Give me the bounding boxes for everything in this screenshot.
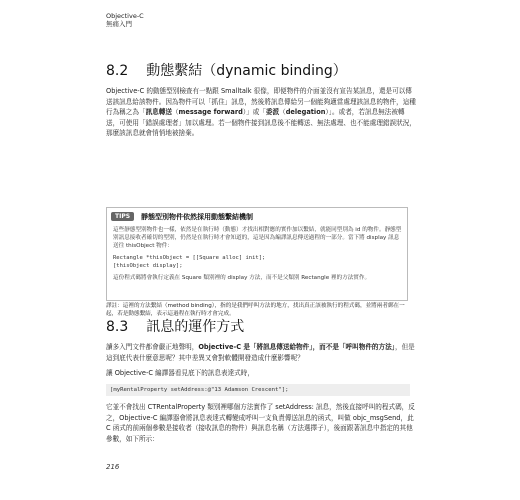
bold-term: message forward	[178, 108, 243, 116]
tips-code-line: [thisObject display];	[113, 263, 183, 269]
paragraph-objc-msgsend: 它並不會找出 CTRentalProperty 類別裡哪個方法實作了 setAddress: 訊息，然後直接呼叫的程式碼，反之，Objective-C 編譯器會將訊息表達式轉變成呼叫一支負責傳送訊息的函式，叫做 objc_msgSend，此 C 函式的前兩個參數是接收者（接收訊息的物件）與訊息名稱（方法選擇子），後面跟著訊息中指定的其他參數，如下所示：	[106, 403, 415, 443]
bold-term: 委派	[265, 108, 280, 116]
paragraph-text: Objective-C 的動態型別檢查有一點跟 Smalltalk 很像，即便物件的介面並沒有宣告某訊息，還是可以傳送該訊息給該物件。因為物件可以「抓住」訊息，然後將訊息傳給另一個能夠適當處理該訊息的物件，這種行為稱之為「	[106, 87, 416, 116]
running-head	[106, 12, 144, 28]
tips-text: 這些靜態型別物件也一樣，依然是在執行時（動態）才找出相對應的實作加以繫結，就能同型別為 id 的物件。靜態型別訊息接收者確切的型別，仍然是在執行時才會知道的，這是因為編譯訊息傳送過程的一部分。當下將 display 訊息送往 thisObject 物件：	[113, 227, 402, 249]
paragraph-text: ，但是這到底代表什麼意思呢？其中差異又會對軟體開發造成什麼影響呢？	[106, 343, 415, 362]
page-number: 216	[106, 463, 120, 471]
section-title: 訊息的運作方式	[146, 319, 245, 335]
bold-term: delegation	[285, 108, 326, 116]
paragraph-text: （	[171, 108, 179, 116]
paragraph-messaging	[106, 342, 416, 363]
paragraph-text: ）」或「	[242, 108, 266, 116]
tips-title: 靜態型別物件依然採用動態繫結機制	[141, 213, 253, 221]
section-title: 動態繫結（dynamic binding）	[146, 63, 347, 79]
section-number: 8.3	[106, 319, 129, 335]
translator-note: 譯註：這裡的方法繫結（method binding），指的是我們呼叫方法的地方，找出真正該被執行的程式碼，並將兩者綁在一起，若是動態繫結，表示這過程在執行時才會完成。	[106, 303, 405, 317]
paragraph-text: （	[279, 108, 286, 116]
section-heading-8-2	[106, 60, 347, 80]
tips-badge: TIPS	[111, 212, 134, 221]
tips-code-line: Rectangle *thisObject = [[Square alloc] init];	[113, 255, 266, 261]
tips-box	[106, 207, 408, 301]
paragraph-dynamic-binding	[106, 86, 416, 139]
running-head-line2: 無痛入門	[106, 20, 132, 28]
paragraph-compiler: 讓 Objective-C 編譯器看見底下的訊息表達式時，	[106, 369, 254, 377]
tips-text: 這份程式碼將會執行定義在 Square 類別裡的 display 方法，而不是父類別 Rectangle 裡的方法實作。	[113, 275, 371, 281]
paragraph-text: ）」。或者，若訊息無法被轉送，可使用「錯誤處理者」加以處理。若一個物件接到訊息後不能轉送、無法處理、也不能處理錯誤狀況，那麼該訊息就會悄悄地被捨棄。	[106, 108, 416, 137]
section-heading-8-3	[106, 316, 244, 336]
bold-term: Objective-C 是「將訊息傳送給物件」，而不是「呼叫物件的方法」	[198, 343, 395, 351]
section-number: 8.2	[106, 63, 129, 79]
running-head-line1: Objective-C	[106, 12, 144, 20]
bold-term: 訊息轉送	[145, 108, 172, 116]
tips-body	[113, 226, 403, 282]
paragraph-text: 讀多入門文件都會嚴正地聲明，	[106, 343, 199, 351]
code-sample: [myRentalProperty setAddress:@"13 Adamson Crescent"];	[106, 384, 410, 396]
